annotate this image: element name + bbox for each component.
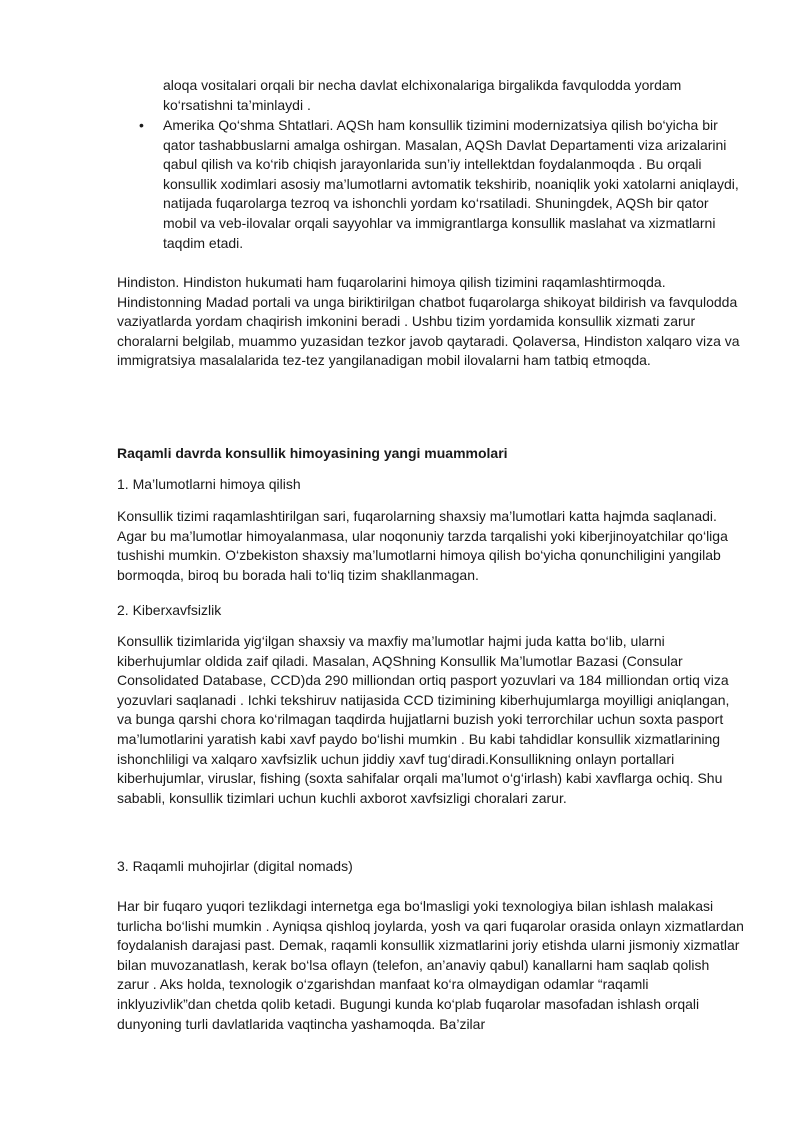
- subsection-text-cybersecurity: Konsullik tizimlarida yig‘ilgan shaxsiy va maxfiy ma’lumotlar hajmi juda katta bo‘lib, ularni kiberhujumlar oldida zaif qiladi. Masalan, AQShning Konsullik Ma’lumotlar Bazasi (Consular Consolidated Database, CCD)da 290 milliondan ortiq pasport yozuvlari va 184 milliondan ortiq viza yozuvlari saqlanadi . Ichki tekshiruv natijasida CCD tizimining kiberhujumlarga moyilligi aniqlangan, va bunga qarshi chora ko‘rilmagan taqdirda hujjatlarni buzish yoki terrorchilar uchun soxta pasport ma’lumotlarini yaratish kabi xavf paydo bo‘lishi mumkin . Bu kabi tahdidlar konsullik xizmatlarining ishonchliligi va xalqaro xavfsizlik uchun jiddiy xavf tug‘diradi.Konsullikning onlayn portallari kiberhujumlar, viruslar, fishing (soxta sahifalar orqali ma’lumot o‘g‘irlash) kabi xavflarga ochiq. Shu sababli, konsullik tizimlari uchun kuchli axborot xavfsizligi choralari zarur.: [117, 633, 730, 806]
- subsection-title-data-protection: 1. Ma’lumotlarni himoya qilish: [117, 476, 301, 492]
- bullet-continuation-text: aloqa vositalari orqali bir necha davlat elchixonalariga birgalikda favqulodda yordam ko‘rsatishni ta’minlaydi .: [163, 77, 682, 113]
- section-heading: Raqamli davrda konsullik himoyasining yangi muammolari: [117, 445, 508, 461]
- subsection-text-digital-nomads: Har bir fuqaro yuqori tezlikdagi internetga ega bo‘lmasligi yoki texnologiya bilan ishlash malakasi turlicha bo‘lishi mumkin . Ayniqsa qishloq joylarda, yosh va qari fuqarolar orasida onlayn xizmatlardan foydalanish darajasi past. Demak, raqamli konsullik xizmatlarini joriy etishda ularni jismoniy xizmatlar bilan muvozanatlash, kerak bo‘lsa oflayn (telefon, an’anaviy qabul) kanallarni ham saqlab qolish zarur . Aks holda, texnologik o‘zgarishdan manfaat ko‘ra olmaydigan odamlar “raqamli inklyuzivlik”dan chetda qolib ketadi. Bugungi kunda ko‘plab fuqarolar masofadan ishlash orqali dunyoning turli davlatlarida vaqtincha yashamoqda. Ba’zilar: [117, 898, 744, 1032]
- bullet-marker: •: [139, 117, 144, 133]
- india-paragraph: Hindiston. Hindiston hukumati ham fuqarolarini himoya qilish tizimini raqamlashtirmoqda. Hindistonning Madad portali va unga biriktirilgan chatbot fuqarolarga shikoyat bildirish va favqulodda vaziyatlarda yordam chaqirish imkonini beradi . Ushbu tizim yordamida konsullik xizmati zarur choralarni belgilab, muammo yuzasidan tezkor javob qaytaradi. Qolaversa, Hindiston xalqaro viza va immigratsiya masalalarida tez-tez yangilanadigan mobil ilovalarni ham tatbiq etmoqda.: [117, 274, 740, 369]
- subsection-title-cybersecurity: 2. Kiberxavfsizlik: [117, 602, 222, 618]
- bullet-usa-text: Amerika Qo‘shma Shtatlari. AQSh ham konsullik tizimini modernizatsiya qilish bo‘yicha bir qator tashabbuslarni amalga oshirgan. Masalan, AQSh Davlat Departamenti viza arizalarini qabul qilish va ko‘rib chiqish jarayonlarida sun’iy intellektdan foydalanmoqda . Bu orqali konsullik xodimlari asosiy ma’lumotlarni avtomatik tekshirib, noaniqlik yoki xatolarni aniqlaydi, natijada fuqarolarga tezroq va ishonchli yordam ko‘rsatiladi. Shuningdek, AQSh bir qator mobil va veb-ilovalar orqali sayyohlar va immigrantlarga konsullik maslahat va xizmatlarni taqdim etadi.: [163, 117, 739, 251]
- subsection-title-digital-nomads: 3. Raqamli muhojirlar (digital nomads): [117, 858, 353, 874]
- subsection-text-data-protection: Konsullik tizimi raqamlashtirilgan sari, fuqarolarning shaxsiy ma’lumotlari katta hajmda saqlanadi. Agar bu ma’lumotlar himoyalanmasa, ular noqonuniy tarzda tarqalishi yoki kiberjinoyatchilar qo‘liga tushishi mumkin. O‘zbekiston shaxsiy ma’lumotlarni himoya qilish bo‘yicha qonunchiligini yangilab bormoqda, biroq bu borada hali to‘liq tizim shakllanmagan.: [117, 508, 728, 583]
